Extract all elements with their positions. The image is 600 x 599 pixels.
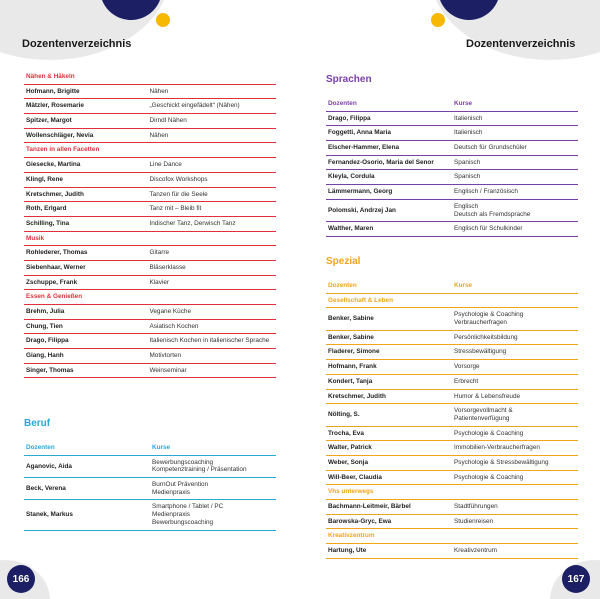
course-name: Discofox Workshops (149, 175, 208, 183)
category-row (24, 143, 276, 158)
table-row (326, 308, 578, 330)
table-row (326, 345, 578, 360)
table-row (326, 170, 578, 185)
table-row (326, 330, 578, 345)
instructor-name: Hofmann, Frank (328, 363, 377, 371)
table-row (24, 84, 276, 99)
course-name: Asiatisch Kochen (149, 322, 199, 330)
table-row (24, 158, 276, 173)
table-row (326, 155, 578, 170)
instructor-name: Kleyla, Cordula (328, 173, 375, 181)
table-row (326, 126, 578, 141)
instructor-name: Beck, Verena (26, 484, 66, 492)
instructor-name: Weber, Sonja (328, 458, 369, 466)
category-label: Gesellschaft & Leben (328, 296, 393, 304)
category-label: Vhs unterwegs (328, 488, 374, 496)
course-name: Vorsorgevollmacht & Patientenverfügung (454, 407, 513, 422)
instructor-name: Nölting, S. (328, 411, 360, 419)
table-header-row (326, 97, 578, 111)
table-row (24, 319, 276, 334)
category-row (24, 231, 276, 246)
table-row (24, 114, 276, 129)
instructor-name: Drago, Filippa (328, 114, 371, 122)
course-name: Nähen (149, 87, 169, 95)
table-row (24, 349, 276, 364)
course-name: Gitarre (149, 249, 169, 257)
table-row (326, 360, 578, 375)
table-row (326, 141, 578, 156)
course-name: Persönlichkeitsbildung (454, 333, 518, 341)
course-name: Humor & Lebensfreude (454, 392, 521, 400)
course-name: Italienisch (454, 114, 483, 122)
table-row (326, 374, 578, 389)
page-number: 167 (562, 565, 590, 593)
course-name: Stressbewältigung (454, 348, 507, 356)
table-row (326, 389, 578, 404)
column-header-dozenten: Dozenten (328, 282, 357, 289)
course-name: Psychologie & Coaching Verbraucherfragen (454, 311, 524, 327)
instructor-name: Klingl, Rene (26, 175, 63, 183)
table-row (24, 275, 276, 290)
table-row (326, 185, 578, 200)
category-row (326, 293, 578, 308)
course-name: Tanzen für die Seele (149, 190, 208, 198)
table-row (326, 111, 578, 126)
instructor-name: Chung, Tien (26, 322, 63, 330)
category-label: Tanzen in allen Facetten (26, 146, 100, 154)
course-name: Erbrecht (454, 377, 479, 385)
decor-yellow-dot (156, 13, 170, 27)
instructor-name: Hartung, Ute (328, 547, 367, 555)
instructor-name: Bachmann-Leitmeir, Bärbel (328, 503, 411, 510)
instructor-name: Elscher-Hammer, Elena (328, 144, 400, 152)
instructor-name: Roth, Erlgard (26, 205, 67, 213)
instructor-name: Kondert, Tanja (328, 377, 373, 385)
course-name: Italienisch (454, 129, 483, 137)
table-header-row (326, 279, 578, 293)
instructor-name: Drago, Filippa (26, 337, 69, 345)
instructor-name: Zschuppe, Frank (26, 278, 78, 286)
table-header-row (24, 441, 276, 455)
category-label: Nähen & Häkeln (26, 73, 75, 80)
table-row (326, 426, 578, 441)
header-title: Dozentenverzeichnis (466, 38, 576, 50)
course-name: Line Dance (149, 161, 182, 169)
table-row (326, 222, 578, 237)
course-name: Dirndl Nähen (149, 117, 187, 125)
instructor-name: Kretschmer, Judith (328, 392, 386, 400)
table-row (24, 455, 276, 477)
course-name: Englisch / Französisch (454, 188, 518, 196)
sprachen-title: Sprachen (326, 74, 372, 85)
page-right (300, 0, 600, 599)
table-row (326, 441, 578, 456)
decor-yellow-dot (431, 13, 445, 27)
table-row (24, 202, 276, 217)
table-row (24, 246, 276, 261)
column-header-kurse: Kurse (454, 100, 473, 107)
course-name: Nähen (149, 131, 169, 139)
course-name: Spanisch (454, 158, 481, 166)
instructor-name: Lämmermann, Georg (328, 188, 393, 196)
instructor-name: Schilling, Tina (26, 219, 70, 227)
beruf-title: Beruf (24, 418, 51, 429)
instructor-name: Brehm, Julia (26, 308, 65, 315)
course-name: Italienisch Kochen in italienischer Sprache (149, 337, 270, 345)
column-header-kurse: Kurse (454, 282, 473, 289)
instructor-name: Stanek, Markus (26, 511, 73, 519)
table-row (24, 305, 276, 320)
course-name: Klavier (149, 278, 170, 286)
instructor-name: Siebenhaar, Werner (26, 263, 86, 271)
course-name: Studienreisen (454, 517, 494, 525)
table-row (326, 199, 578, 221)
course-name: Weinseminar (149, 366, 187, 374)
category-label: Kreativzentrum (328, 532, 375, 540)
category-label: Essen & Genießen (26, 293, 83, 301)
instructor-name: Wollenschläger, Nevia (26, 131, 94, 139)
sprachen-section (326, 74, 578, 237)
instructor-name: Trocha, Eva (328, 429, 364, 437)
course-name: Deutsch für Grundschüler (454, 144, 527, 152)
left-directory-table (24, 70, 276, 378)
instructor-name: Giesecke, Martina (26, 161, 81, 169)
instructor-name: Fladerer, Simone (328, 348, 380, 356)
table-row (326, 404, 578, 426)
instructor-name: Aganovic, Aida (26, 462, 72, 470)
instructor-name: Fernandez-Osorio, Maria del Senor (328, 158, 434, 166)
header-title: Dozentenverzeichnis (22, 38, 132, 50)
course-name: Bewerbungscoaching Kompetenztraining / Präsentation (152, 458, 247, 474)
table-row (24, 500, 276, 530)
instructor-name: Polomski, Andrzej Jan (328, 206, 396, 214)
course-name: Englisch Deutsch als Fremdsprache (454, 202, 531, 218)
instructor-name: Hofmann, Brigitte (26, 87, 80, 95)
column-header-kurse: Kurse (152, 444, 171, 451)
category-row (24, 70, 276, 84)
instructor-name: Will-Beer, Claudia (328, 473, 382, 481)
instructor-name: Singer, Thomas (26, 366, 74, 374)
beruf-section (24, 418, 276, 531)
table-row (326, 544, 578, 559)
instructor-name: Benker, Sabine (328, 333, 374, 341)
course-name: Vegane Küche (149, 308, 192, 315)
spezial-section (326, 256, 578, 559)
table-row (24, 334, 276, 349)
column-header-dozenten: Dozenten (328, 100, 357, 107)
instructor-name: Walter, Patrick (328, 444, 372, 452)
course-name: Tanz mit – Bleib fit (149, 205, 202, 213)
course-name: Psychologie & Stressbewältigung (454, 458, 549, 466)
course-name: Stadtführungen (454, 503, 498, 510)
course-name: Kreativzentrum (454, 547, 497, 555)
course-name: Psychologie & Coaching (454, 473, 524, 481)
instructor-name: Benker, Sabine (328, 315, 374, 323)
page-number: 166 (7, 565, 35, 593)
course-name: „Geschickt eingefädelt“ (Nähen) (149, 102, 240, 110)
table-row (24, 216, 276, 231)
course-name: Englisch für Schulkinder (454, 225, 523, 233)
instructor-name: Walther, Maren (328, 225, 374, 233)
category-row (24, 290, 276, 305)
spezial-title: Spezial (326, 256, 361, 267)
course-name: BurnOut Prävention Medienpraxis (152, 481, 209, 496)
table-row (24, 187, 276, 202)
course-name: Psychologie & Coaching (454, 429, 524, 437)
course-name: Bläserklasse (149, 263, 186, 271)
table-row (24, 478, 276, 500)
instructor-name: Foggetti, Anna Maria (328, 129, 391, 137)
course-name: Motivtorten (149, 352, 182, 360)
category-row (326, 485, 578, 500)
course-name: Indischer Tanz, Derwisch Tanz (149, 219, 236, 227)
table-row (326, 500, 578, 515)
table-row (24, 260, 276, 275)
instructor-name: Barowska-Gryc, Ewa (328, 517, 392, 525)
table-row (24, 363, 276, 378)
instructor-name: Kretschmer, Judith (26, 190, 84, 198)
instructor-name: Giang, Hanh (26, 352, 64, 360)
column-header-dozenten: Dozenten (26, 444, 55, 451)
category-row (326, 529, 578, 544)
table-row (326, 455, 578, 470)
table-row (326, 514, 578, 529)
course-name: Spanisch (454, 173, 481, 181)
course-name: Smartphone / Tablet / PC Medienpraxis Bewerbungscoaching (152, 503, 224, 526)
table-row (24, 128, 276, 143)
instructor-name: Rohlederer, Thomas (26, 249, 88, 257)
instructor-name: Mätzler, Rosemarie (26, 102, 84, 110)
table-row (326, 470, 578, 485)
table-row (24, 99, 276, 114)
instructor-name: Spitzer, Margot (26, 117, 72, 125)
course-name: Immobilien-Verbraucherfragen (454, 444, 540, 452)
course-name: Vorsorge (454, 363, 480, 371)
table-row (24, 172, 276, 187)
category-label: Musik (26, 234, 45, 242)
